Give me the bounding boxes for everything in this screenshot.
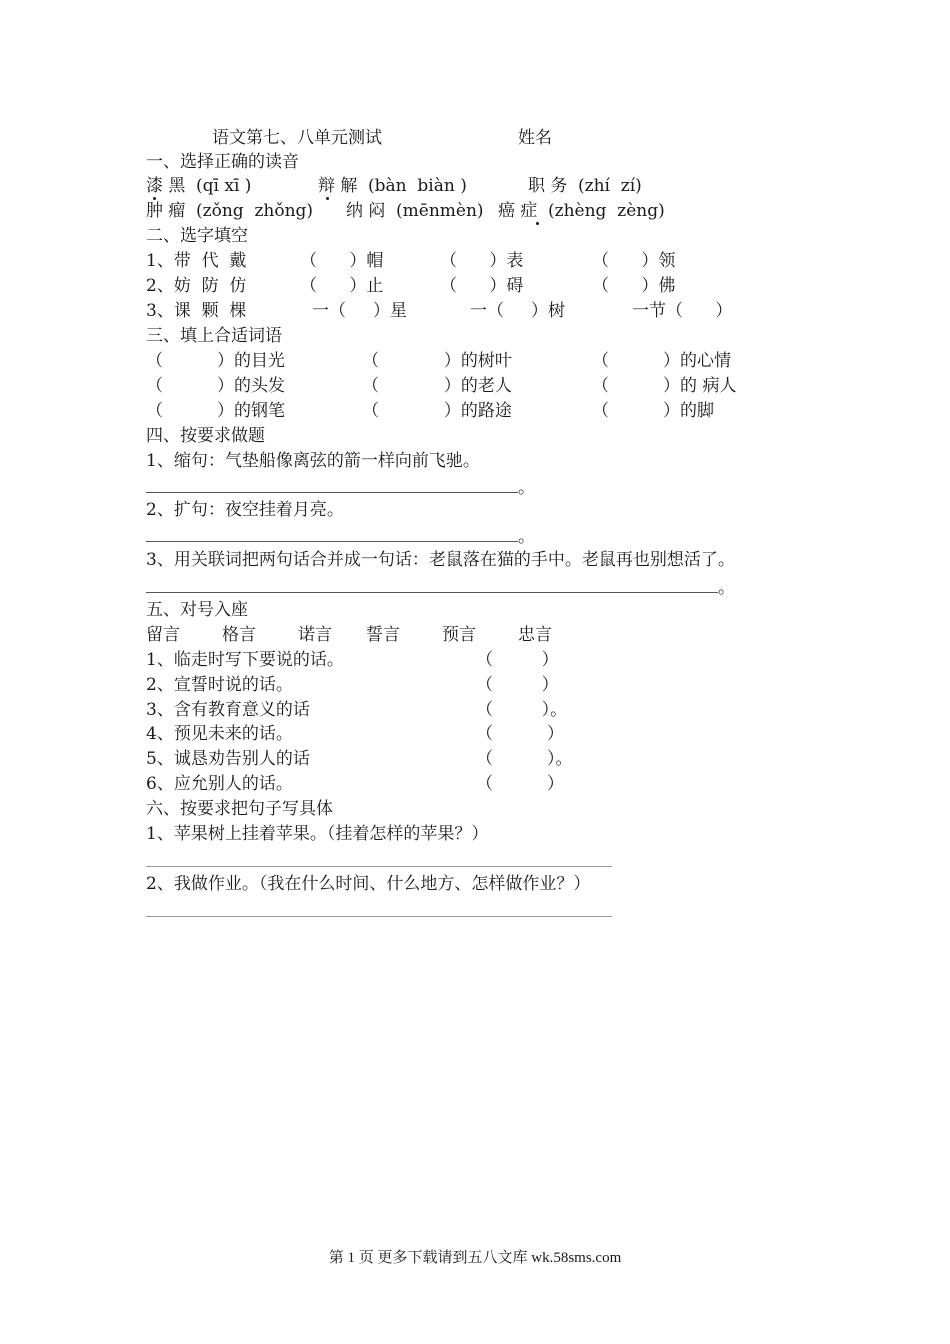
section-4-heading: 四、按要求做题 — [146, 426, 265, 446]
page-title: 语文第七、八单元测试 — [212, 128, 382, 148]
word-option: 诺言 — [298, 625, 332, 645]
s1-r2-item2-pinyin: (mēnmèn) — [396, 201, 484, 221]
answer-period: 。 — [518, 527, 535, 547]
s1-r1-item3-chars: 职 务 — [528, 176, 568, 196]
s1-r2-item1-chars: 肿 瘤 — [146, 201, 186, 221]
s5-item-6: 6、应允别人的话。 — [146, 774, 293, 794]
s1-r1-item1-chars: 漆 黑 — [146, 176, 186, 196]
s3-r2-c1: （ ）的头发 — [146, 376, 286, 396]
s5-item-3: 3、含有教育意义的话 — [146, 700, 310, 720]
word-option: 预言 — [442, 625, 476, 645]
emphasis-dot — [326, 197, 329, 200]
s5-item-3-paren: （ ）。 — [476, 700, 568, 720]
section-2-heading: 二、选字填空 — [146, 226, 248, 246]
s4-question-3: 3、用关联词把两句话合并成一句话：老鼠落在猫的手中。老鼠再也别想活了。 — [146, 550, 735, 570]
s3-r1-c1: （ ）的目光 — [146, 351, 286, 371]
s5-item-6-paren: （ ） — [476, 774, 565, 794]
s5-item-4: 4、预见未来的话。 — [146, 724, 293, 744]
page-footer: 第 1 页 更多下载请到五八文库 wk.58sms.com — [328, 1250, 622, 1266]
s2-row3-a: 一（ ）星 — [312, 301, 408, 321]
s5-item-4-paren: （ ） — [476, 724, 565, 744]
s2-row2-a: （ ）止 — [300, 276, 384, 296]
word-option: 格言 — [222, 625, 256, 645]
s5-item-5-paren: （ ）。 — [476, 749, 573, 769]
section-1-heading: 一、选择正确的读音 — [146, 152, 299, 172]
s5-item-5: 5、诚恳劝告别人的话 — [146, 749, 310, 769]
s1-r1-item1-pinyin: (qī xī ) — [196, 176, 252, 196]
s5-item-1-paren: （ ） — [476, 650, 559, 670]
emphasis-dot — [536, 222, 539, 225]
s1-r1-item3-pinyin: (zhí zí) — [578, 176, 642, 196]
s3-r3-c3: （ ）的脚 — [592, 401, 715, 421]
s5-item-2: 2、宣誓时说的话。 — [146, 675, 293, 695]
s3-r1-c2: （ ）的树叶 — [362, 351, 512, 371]
s2-row1-b: （ ）表 — [440, 251, 524, 271]
s1-r1-item2-chars: 辩 解 — [318, 176, 358, 196]
s2-row3-options: 3、课 颗 棵 — [146, 301, 247, 321]
s5-item-2-paren: （ ） — [476, 675, 559, 695]
s2-row3-b: 一（ ）树 — [470, 301, 566, 321]
s3-r3-c1: （ ）的钢笔 — [146, 401, 286, 421]
s2-row3-c: 一节（ ） — [632, 301, 733, 321]
s3-r2-c3: （ ）的 病人 — [592, 376, 737, 396]
section-3-heading: 三、填上合适词语 — [146, 326, 282, 346]
word-option: 留言 — [146, 625, 180, 645]
s2-row2-options: 2、妨 防 仿 — [146, 276, 247, 296]
s1-r2-item3-pinyin: (zhèng zèng) — [548, 201, 665, 221]
section-6-heading: 六、按要求把句子写具体 — [146, 799, 333, 819]
s2-row1-options: 1、带 代 戴 — [146, 251, 247, 271]
s4-question-2: 2、扩句：夜空挂着月亮。 — [146, 500, 344, 520]
name-label: 姓名 — [518, 128, 552, 148]
word-option: 誓言 — [366, 625, 400, 645]
s2-row2-c: （ ）佛 — [592, 276, 676, 296]
s2-row1-a: （ ）帽 — [300, 251, 384, 271]
answer-line[interactable] — [146, 592, 718, 593]
section-5-heading: 五、对号入座 — [146, 600, 248, 620]
s2-row2-b: （ ）碍 — [440, 276, 524, 296]
s3-r2-c2: （ ）的老人 — [362, 376, 512, 396]
s1-r1-item2-pinyin: (bàn biàn ) — [368, 176, 467, 196]
s2-row1-c: （ ）领 — [592, 251, 676, 271]
s5-item-1: 1、临走时写下要说的话。 — [146, 650, 344, 670]
answer-line[interactable] — [146, 492, 518, 493]
answer-line[interactable] — [146, 866, 612, 867]
word-option: 忠言 — [518, 625, 552, 645]
s3-r3-c2: （ ）的路途 — [362, 401, 512, 421]
s1-r2-item3-chars: 癌 症 — [498, 201, 538, 221]
answer-line[interactable] — [146, 916, 612, 917]
s1-r2-item1-pinyin: (zǒng zhǒng) — [196, 201, 314, 221]
s4-question-1: 1、缩句：气垫船像离弦的箭一样向前飞驰。 — [146, 451, 480, 471]
answer-line[interactable] — [146, 541, 518, 542]
answer-period: 。 — [718, 578, 735, 598]
s3-r1-c3: （ ）的心情 — [592, 351, 732, 371]
answer-period: 。 — [518, 478, 535, 498]
s6-question-1: 1、苹果树上挂着苹果。（挂着怎样的苹果？） — [146, 824, 489, 844]
s1-r2-item2-chars: 纳 闷 — [346, 201, 386, 221]
s6-question-2: 2、我做作业。（我在什么时间、什么地方、怎样做作业？） — [146, 874, 591, 894]
